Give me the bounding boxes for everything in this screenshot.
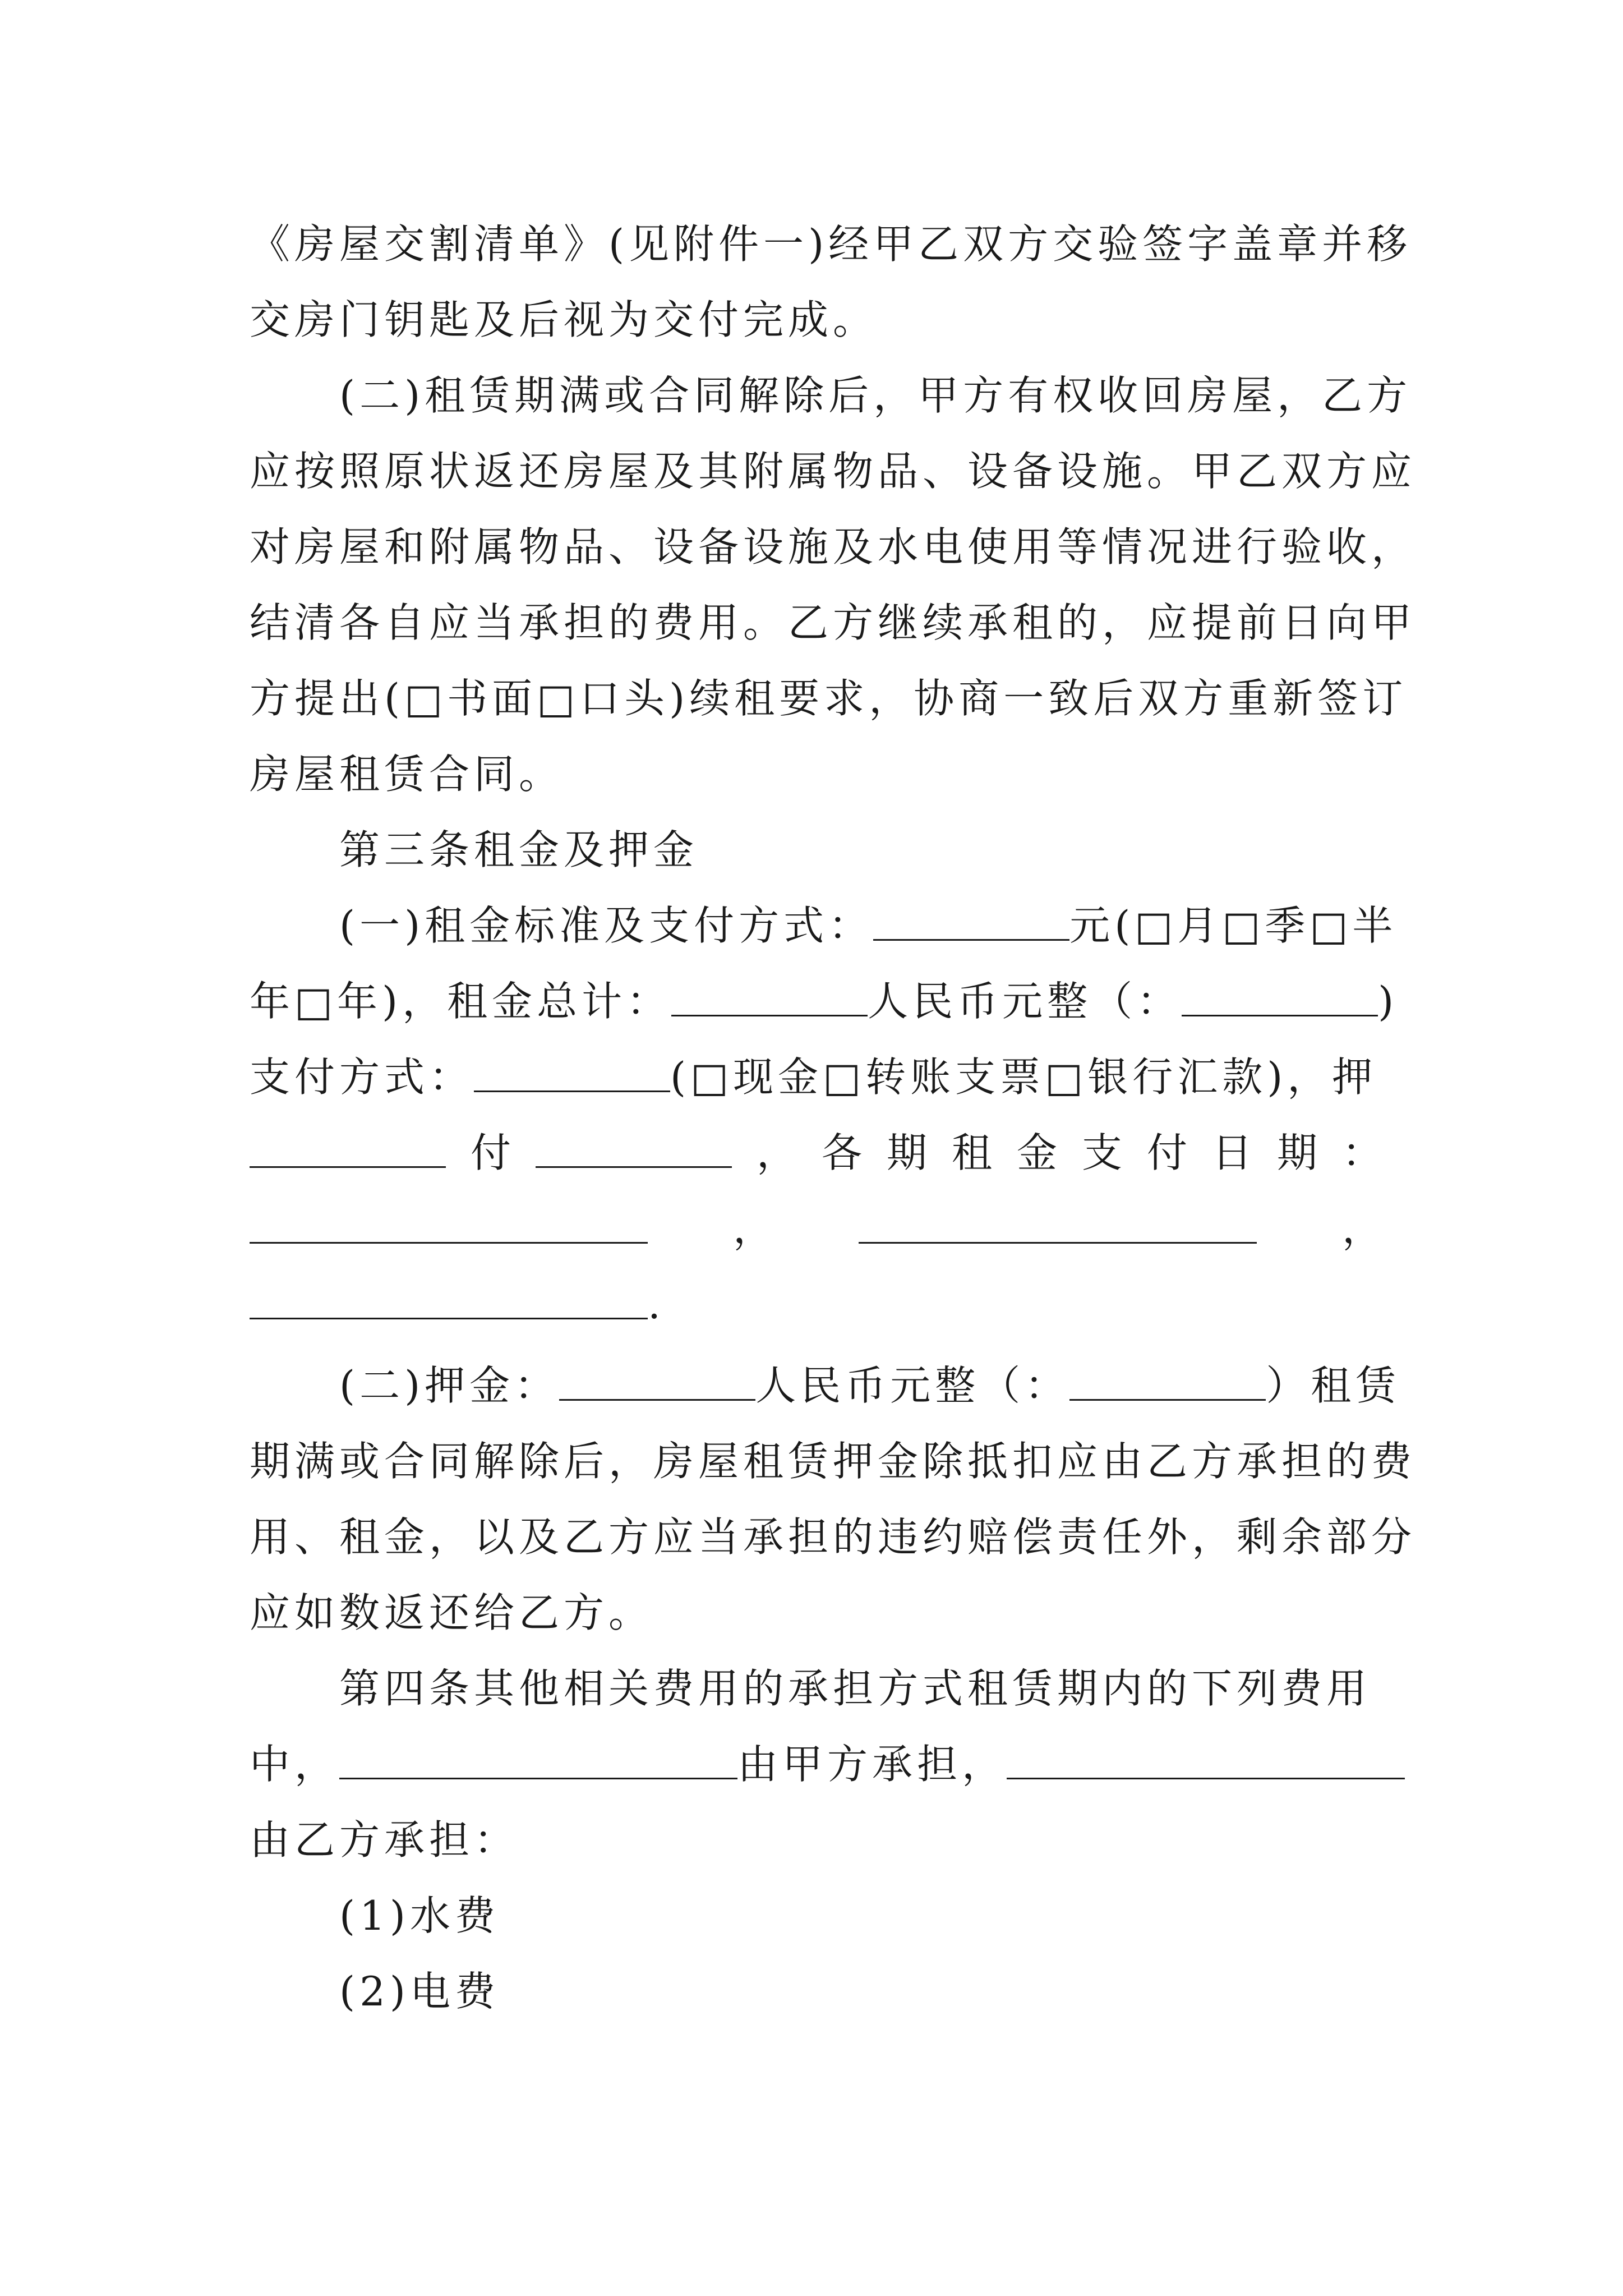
section-heading: 第三条租金及押金	[339, 826, 699, 873]
fill-blank[interactable]	[1182, 973, 1378, 1016]
text-line: 应如数返还给乙方。	[250, 1589, 654, 1636]
text-fragment: )	[1378, 978, 1399, 1025]
fill-blank[interactable]	[250, 1125, 446, 1168]
text-fragment: 各	[821, 1129, 862, 1176]
text-fragment: ）租赁	[1266, 1362, 1401, 1409]
text-fragment: 支	[1081, 1129, 1122, 1176]
fill-blank[interactable]	[536, 1125, 732, 1168]
text-line: 应按照原状返还房屋及其附属物品、设备设施。甲乙双方应	[250, 448, 1417, 495]
text-line: 结清各自应当承担的费用。乙方继续承租的，应提前日向甲	[250, 599, 1417, 646]
rent-standard-line	[339, 898, 1398, 954]
fill-blank[interactable]	[873, 898, 1069, 941]
text-fragment: 由甲方承担，	[737, 1741, 1007, 1788]
text-fragment: 期	[1276, 1129, 1317, 1176]
fill-blank[interactable]	[671, 973, 868, 1016]
text-fragment: 付	[1146, 1129, 1187, 1176]
fill-blank[interactable]	[1007, 1736, 1405, 1779]
text-line: 用、租金，以及乙方应当承担的违约赔偿责任外，剩余部分	[250, 1513, 1417, 1561]
text-line: 期满或合同解除后，房屋租赁押金除抵扣应由乙方承担的费	[250, 1438, 1417, 1485]
text-line: 由乙方承担：	[250, 1816, 519, 1864]
fill-blank[interactable]	[859, 1200, 1257, 1244]
text-fragment: 元(□月□季□半	[1069, 902, 1398, 949]
text-fragment: 期	[886, 1129, 927, 1176]
text-fragment: 人民币元整（：	[868, 978, 1182, 1025]
cost-bearing-line	[250, 1736, 1382, 1792]
text-line: 房屋租赁合同。	[250, 751, 564, 798]
text-fragment: 支付方式：	[250, 1053, 474, 1101]
text-fragment: ：	[1341, 1129, 1382, 1176]
fill-blank[interactable]	[250, 1276, 648, 1319]
rent-total-line	[250, 973, 1399, 1029]
text-fragment: .	[648, 1281, 665, 1328]
section-heading: 第四条其他相关费用的承担方式租赁期内的下列费用	[339, 1665, 1372, 1712]
payment-dates-blanks-line	[250, 1200, 1382, 1257]
fill-blank[interactable]	[339, 1736, 737, 1779]
payment-method-line	[250, 1049, 1382, 1105]
text-line: 对房屋和附属物品、设备设施及水电使用等情况进行验收，	[250, 523, 1417, 570]
list-item: (2)电费	[339, 1968, 500, 2015]
fill-blank[interactable]	[559, 1358, 755, 1401]
text-fragment: 年□年)，租金总计：	[250, 978, 672, 1025]
text-fragment: 金	[1016, 1129, 1057, 1176]
text-fragment: 中，	[250, 1741, 340, 1788]
text-fragment: 日	[1211, 1129, 1252, 1176]
text-line: 《房屋交割清单》(见附件一)经甲乙双方交验签字盖章并移	[250, 220, 1412, 268]
text-line: 方提出(□书面□口头)续租要求，协商一致后双方重新签订	[250, 675, 1408, 722]
text-fragment: ，	[756, 1129, 797, 1176]
payment-dates-end-line	[250, 1276, 1382, 1332]
text-fragment: (二)押金：	[339, 1362, 560, 1409]
fill-blank[interactable]	[250, 1200, 648, 1244]
deposit-line	[339, 1358, 1401, 1414]
text-line: 交房门钥匙及后视为交付完成。	[250, 296, 878, 343]
fill-blank[interactable]	[1069, 1358, 1266, 1401]
text-fragment: ，	[1341, 1205, 1382, 1252]
payment-dates-line	[250, 1125, 1382, 1181]
text-fragment: (□现金□转账支票□银行汇款)，押	[670, 1053, 1377, 1101]
fill-blank[interactable]	[474, 1049, 670, 1092]
list-item: (1)水费	[339, 1892, 500, 1939]
text-fragment: 租	[951, 1129, 992, 1176]
text-fragment: (一)租金标准及支付方式：	[339, 902, 874, 949]
text-fragment: 付	[470, 1129, 511, 1176]
text-fragment: 人民币元整（：	[755, 1362, 1070, 1409]
text-fragment: ，	[732, 1205, 773, 1252]
text-line: (二)租赁期满或合同解除后，甲方有权收回房屋，乙方	[339, 372, 1412, 419]
